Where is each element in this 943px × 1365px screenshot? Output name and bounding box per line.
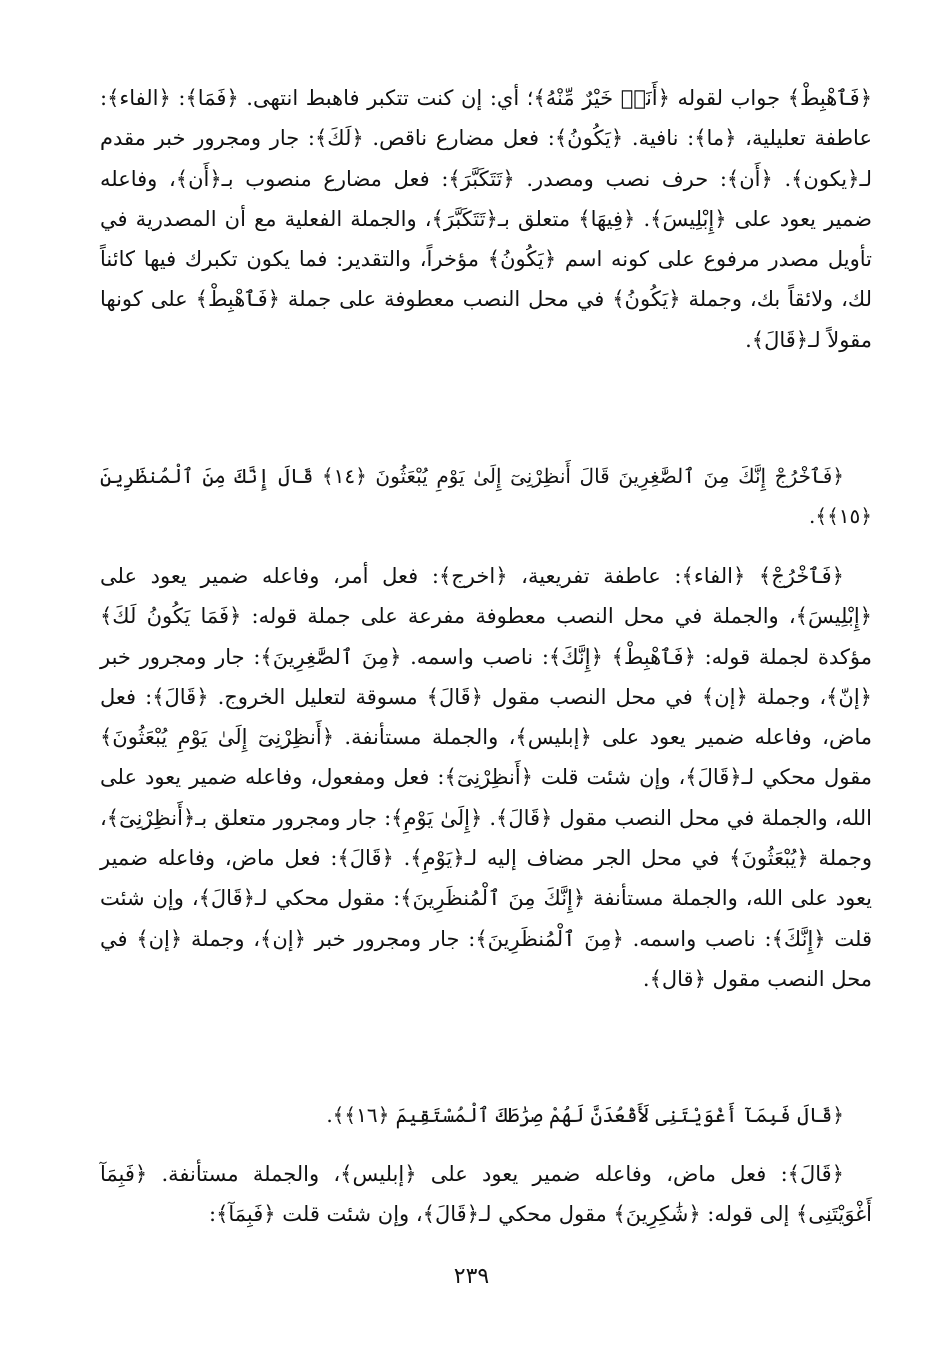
verse-text: ﴿فَٱخْرُجْ إِنَّكَ مِنَ ٱلصَّٰغِرِينَ قَالَ أَنظِرْنِىٓ إِلَىٰ يَوْمِ يُبْعَثُونَ ﴿١٤﴾ قَالَ إِنَّكَ مِنَ ٱلْمُنظَرِينَ ﴿١٥﴾﴾. <box>100 464 872 529</box>
commentary-paragraph-1 <box>100 78 872 360</box>
paragraph-text: ﴿فَٱخْرُجْ﴾ ﴿الفاء﴾: عاطفة تفريعية، ﴿اخرج﴾: فعل أمر، وفاعله ضمير يعود على ﴿إِبْلِيسَ﴾، والجملة في محل النصب معطوفة مفرعة على جملة قوله: ﴿فَمَا يَكُونُ لَكَ﴾ مؤكدة لجملة قوله: ﴿فَٱهْبِطْ﴾ ﴿إِنَّكَ﴾: ناصب واسمه. ﴿مِنَ ٱلصَّٰغِرِينَ﴾: جار ومجرور خبر ﴿إنّ﴾، وجملة ﴿إن﴾ في محل النصب مقول ﴿قَالَ﴾ مسوقة لتعليل الخروج. ﴿قَالَ﴾: فعل ماض، وفاعله ضمير يعود على ﴿إبليس﴾، والجملة مستأنفة. ﴿أَنظِرْنِىٓ إِلَىٰ يَوْمِ يُبْعَثُونَ﴾ مقول محكي لـ﴿قَالَ﴾، وإن شئت قلت ﴿أَنظِرْنِىٓ﴾: فعل ومفعول، وفاعله ضمير يعود على الله، والجملة في محل النصب مقول ﴿قَالَ﴾. ﴿إِلَىٰ يَوْمِ﴾: جار ومجرور متعلق بـ﴿أَنظِرْنِىٓ﴾، وجملة ﴿يُبْعَثُونَ﴾ في محل الجر مضاف إليه لـ﴿يَوْمِ﴾. ﴿قَالَ﴾: فعل ماض، وفاعله ضمير يعود على الله، والجملة مستأنفة ﴿إِنَّكَ مِنَ ٱلْمُنظَرِينَ﴾: مقول محكي لـ﴿قَالَ﴾، وإن شئت قلت ﴿إِنَّكَ﴾: ناصب واسمه. ﴿مِنَ ٱلْمُنظَرِينَ﴾: جار ومجرور خبر ﴿إن﴾، وجملة ﴿إن﴾ في محل النصب مقول ﴿قال﴾. <box>100 564 872 991</box>
commentary-paragraph-2 <box>100 556 872 999</box>
commentary-paragraph-3 <box>100 1154 872 1235</box>
quran-verse-14-15 <box>100 456 872 537</box>
page-number: ٢٣٩ <box>453 1264 490 1289</box>
quran-verse-16 <box>100 1095 872 1135</box>
paragraph-text: ﴿فَٱهْبِطْ﴾ جواب لقوله ﴿أَنَا۠ خَيْرٌ مِّنْهُ﴾؛ أي: إن كنت تتكبر فاهبط انتهى. ﴿فَمَا﴾: ﴿الفاء﴾: عاطفة تعليلية، ﴿ما﴾: نافية. ﴿يَكُونُ﴾: فعل مضارع ناقص. ﴿لَكَ﴾: جار ومجرور خبر مقدم لـ﴿يكون﴾. ﴿أَن﴾: حرف نصب ومصدر. ﴿تَتَكَبَّرَ﴾: فعل مضارع منصوب بـ﴿أَن﴾، وفاعله ضمير يعود على ﴿إِبْلِيسَ﴾. ﴿فِيهَا﴾ متعلق بـ﴿تَتَكَبَّرَ﴾، والجملة الفعلية مع أن المصدرية في تأويل مصدر مرفوع على كونه اسم ﴿يَكُونُ﴾ مؤخراً، والتقدير: فما يكون تكبرك فيها كائناً لك، ولائقاً بك، وجملة ﴿يَكُونُ﴾ في محل النصب معطوفة على جملة ﴿فَٱهْبِطْ﴾ على كونها مقولاً لـ﴿قَالَ﴾. <box>100 86 872 352</box>
paragraph-text: ﴿قَالَ﴾: فعل ماض، وفاعله ضمير يعود على ﴿إبليس﴾، والجملة مستأنفة. ﴿فَبِمَآ أَغْوَيْتَنِى﴾ إلى قوله: ﴿شَٰكِرِينَ﴾ مقول محكي لـ﴿قَالَ﴾، وإن شئت قلت ﴿فَبِمَآ﴾: <box>100 1162 872 1227</box>
verse-text: ﴿قَالَ فَبِمَآ أَغْوَيْتَنِى لَأَقْعُدَنَّ لَهُمْ صِرَٰطَكَ ٱلْمُسْتَقِيمَ ﴿١٦﴾﴾. <box>326 1103 844 1127</box>
